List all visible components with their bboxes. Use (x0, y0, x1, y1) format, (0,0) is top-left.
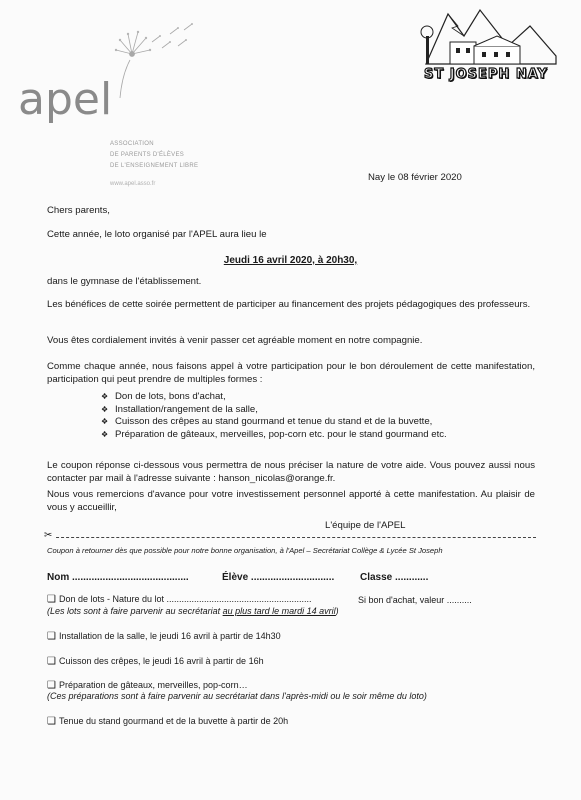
bullet-diamond-icon: ❖ (101, 404, 109, 414)
checkbox-icon[interactable]: ❑ (47, 680, 56, 691)
event-location: dans le gymnase de l'établissement. (47, 276, 202, 287)
intro-line: Cette année, le loto organisé par l'APEL aura lieu le (47, 229, 267, 240)
paragraph-invite: Vous êtes cordialement invités à venir passer cet agréable moment en notre compagnie. (47, 335, 423, 346)
list-item-text: Préparation de gâteaux, merveilles, pop-corn etc. pour le stand gourmand etc. (115, 428, 447, 440)
checkbox-icon[interactable]: ❑ (47, 594, 56, 605)
tagline-line: DE PARENTS D'ÉLÈVES (110, 152, 185, 158)
option-install[interactable] (47, 630, 281, 644)
option-label: Don de lots - Nature du lot .......................................................... (58, 594, 312, 604)
bullet-diamond-icon: ❖ (101, 417, 109, 426)
option-label: Préparation de gâteaux, merveilles, pop-corn… (58, 680, 248, 690)
checkbox-icon[interactable]: ❑ (47, 716, 56, 727)
option-stand[interactable] (47, 715, 288, 729)
bullet-diamond-icon: ❖ (101, 392, 109, 401)
option-crepes[interactable] (47, 655, 264, 669)
letter-date: Nay le 08 février 2020 (368, 172, 462, 183)
note-text: ) (335, 606, 339, 616)
school-building-icon (418, 6, 558, 66)
tagline-line: DE L'ENSEIGNEMENT LIBRE (110, 163, 199, 169)
option-label: Tenue du stand gourmand et de la buvette à partir de 20h (58, 716, 289, 726)
list-item-text: Don de lots, bons d'achat, (115, 391, 226, 402)
list-item-text: Cuisson des crêpes au stand gourmand et tenue du stand et de la buvette, (115, 416, 433, 427)
list-item (101, 391, 521, 404)
apel-tagline (110, 139, 250, 172)
paragraph-appeal: Comme chaque année, nous faisons appel à votre participation pour le bon déroulement de cette manifestation, participation qui peut prendre de multiples formes : (47, 361, 535, 385)
list-item (101, 429, 521, 442)
bullet-diamond-icon: ❖ (101, 429, 109, 439)
option-lots-note (47, 605, 339, 618)
signature: L'équipe de l'APEL (325, 520, 406, 531)
field-nom[interactable]: Nom .......................................... (47, 572, 189, 583)
option-label: Cuisson des crêpes, le jeudi 16 avril à partir de 16h (58, 656, 264, 666)
list-item (101, 404, 521, 417)
coupon-instruction: Coupon à retourner dès que possible pour notre bonne organisation, à l'Apel – Secrétariat Collège & Lycée St Joseph (47, 546, 443, 555)
checkbox-icon[interactable]: ❑ (47, 656, 56, 667)
checkbox-icon[interactable]: ❑ (47, 631, 56, 642)
paragraph-coupon: Le coupon réponse ci-dessous vous permettra de nous préciser la nature de votre aide. Vous pouvez aussi nous contacter par mail à l'adresse suivante : hanson_nicolas@orange.fr. (47, 460, 535, 484)
dandelion-logo-icon (100, 20, 200, 100)
scissors-icon: ✂ (44, 530, 53, 541)
note-text: (Les lots sont à faire parvenir au secrétariat (47, 606, 223, 616)
paragraph-thanks: Nous vous remercions d'avance pour votre investissement personnel apporté à cette manifestation. Au plaisir de vous y accueillir, (47, 489, 535, 513)
list-item-text: Installation/rangement de la salle, (115, 403, 258, 415)
option-lots-value[interactable]: Si bon d'achat, valeur .......... (358, 595, 472, 605)
option-gateaux-note: (Ces préparations sont à faire parvenir au secrétariat dans l'après-midi ou le soir même du loto) (47, 691, 427, 701)
note-deadline: au plus tard le mardi 14 avril (222, 606, 336, 616)
tagline-line: ASSOCIATION (110, 141, 154, 147)
apel-logo-word: apel (18, 74, 113, 125)
greeting: Chers parents, (47, 205, 110, 216)
event-date: Jeudi 16 avril 2020, à 20h30, (223, 255, 358, 266)
paragraph-benefits: Les bénéfices de cette soirée permettent de participer au financement des projets pédagogiques des professeurs. (47, 299, 531, 310)
cut-line (46, 537, 536, 538)
apel-url: www.apel.asso.fr (110, 181, 156, 187)
school-logo (418, 6, 558, 82)
list-item (101, 416, 521, 429)
school-logo-text: ST JOSEPH NAY (424, 67, 548, 82)
field-classe[interactable]: Classe ............ (360, 572, 429, 583)
participation-list (101, 391, 521, 441)
option-label: Installation de la salle, le jeudi 16 avril à partir de 14h30 (58, 631, 281, 641)
field-eleve[interactable]: Élève .............................. (222, 572, 335, 583)
